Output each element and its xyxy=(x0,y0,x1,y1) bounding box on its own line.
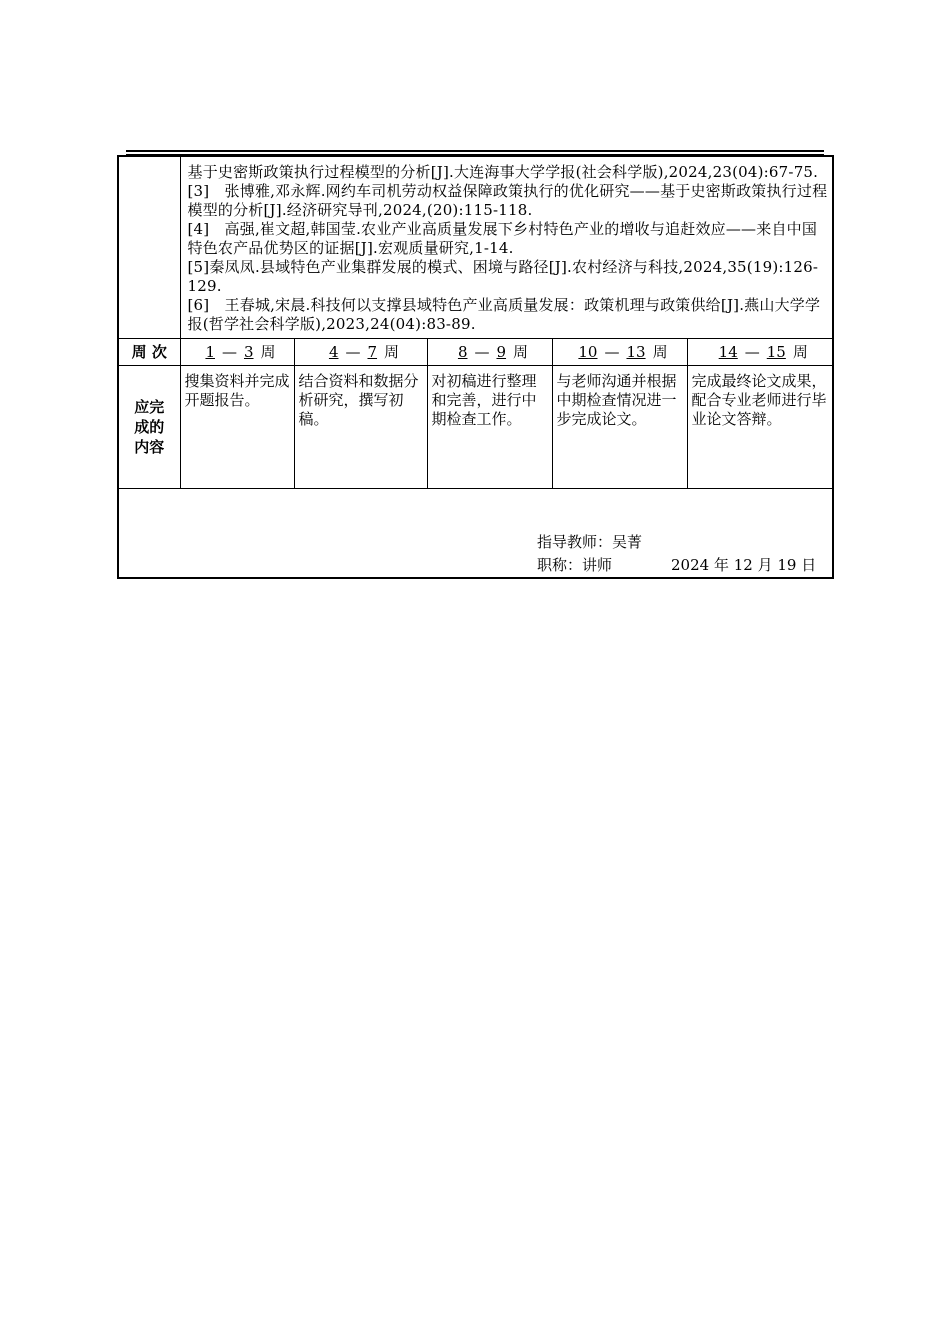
task-cell: 对初稿进行整理和完善，进行中期检查工作。 xyxy=(427,366,552,489)
task-form-table xyxy=(117,155,834,579)
week-from: 14 xyxy=(718,342,738,361)
week-sep: — xyxy=(744,342,760,361)
reference-item: [3] 张博雅,邓永辉.网约车司机劳动权益保障政策执行的优化研究——基于史密斯政策执行过程模型的分析[J].经济研究导刊,2024,(20):115-118. xyxy=(187,182,828,219)
week-sep: — xyxy=(604,342,620,361)
week-from: 1 xyxy=(205,342,215,361)
references-row xyxy=(118,156,833,339)
week-unit: 周 xyxy=(792,342,808,361)
week-row xyxy=(118,339,833,366)
reference-item: [4] 高强,崔文超,韩国莹.农业产业高质量发展下乡村特色产业的增收与追赶效应——来自中国特色农产品优势区的证据[J].宏观质量研究,1-14. xyxy=(187,220,818,257)
week-range xyxy=(180,339,294,366)
header-rule xyxy=(126,150,824,152)
week-unit: 周 xyxy=(652,342,668,361)
sign-date: 2024 年 12 月 19 日 xyxy=(671,556,817,574)
week-range xyxy=(294,339,427,366)
advisor-name: 指导教师：吴菁 xyxy=(537,533,643,551)
week-from: 4 xyxy=(328,342,339,361)
signature-cell xyxy=(118,489,833,579)
week-range xyxy=(552,339,687,366)
week-sep: — xyxy=(345,342,361,361)
week-unit: 周 xyxy=(384,342,400,361)
content-row xyxy=(118,366,833,489)
references-cell xyxy=(180,156,833,339)
task-cell: 结合资料和数据分析研究，撰写初稿。 xyxy=(294,366,427,489)
content-label: 应完成的内容 xyxy=(118,366,180,489)
week-from: 10 xyxy=(578,342,598,361)
week-range xyxy=(687,339,833,366)
week-to: 7 xyxy=(367,342,378,361)
week-to: 15 xyxy=(766,342,786,361)
week-unit: 周 xyxy=(513,342,529,361)
advisor-title: 职称：讲师 xyxy=(537,556,613,574)
signature-row xyxy=(118,489,833,579)
week-label: 周 次 xyxy=(118,339,180,366)
references-label-cell xyxy=(118,156,180,339)
reference-item: 基于史密斯政策执行过程模型的分析[J].大连海事大学学报(社会科学版),2024,23(04):67-75. xyxy=(187,163,819,181)
week-unit: 周 xyxy=(260,342,276,361)
reference-item: [5]秦凤凤.县域特色产业集群发展的模式、困境与路径[J].农村经济与科技,2024,35(19):126-129. xyxy=(187,258,819,295)
week-sep: — xyxy=(221,342,237,361)
week-range xyxy=(427,339,552,366)
reference-item: [6] 王春城,宋晨.科技何以支撑县域特色产业高质量发展：政策机理与政策供给[J].燕山大学学报(哲学社会科学版),2023,24(04):83-89. xyxy=(187,296,821,333)
task-cell: 完成最终论文成果，配合专业老师进行毕业论文答辩。 xyxy=(687,366,833,489)
week-from: 8 xyxy=(457,342,468,361)
week-to: 9 xyxy=(496,342,507,361)
week-sep: — xyxy=(474,342,490,361)
task-cell: 与老师沟通并根据中期检查情况进一步完成论文。 xyxy=(552,366,687,489)
week-to: 13 xyxy=(626,342,646,361)
week-to: 3 xyxy=(243,342,254,361)
task-cell: 搜集资料并完成开题报告。 xyxy=(180,366,294,489)
